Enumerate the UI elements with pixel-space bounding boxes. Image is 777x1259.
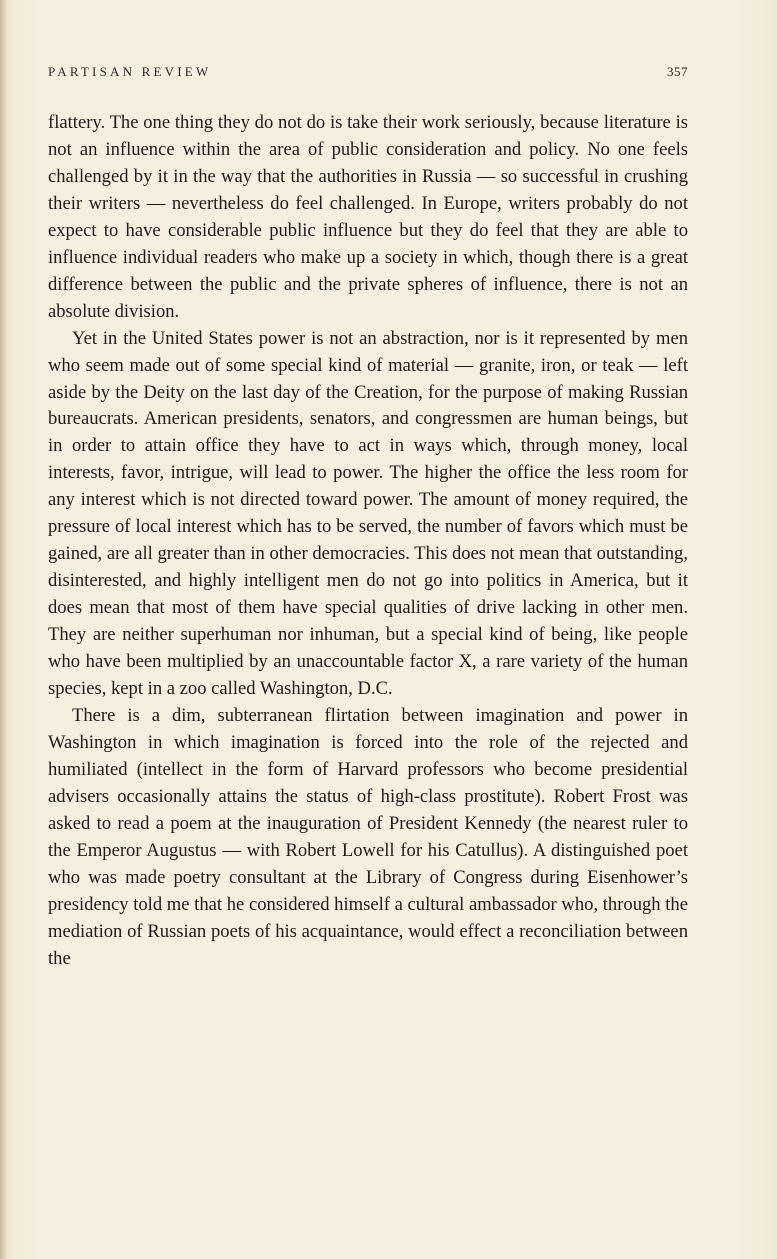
- page-spine-shadow: [0, 0, 6, 1259]
- page-number: 357: [667, 64, 688, 79]
- body-text: [48, 110, 688, 973]
- paragraph-1: flattery. The one thing they do not do is take their work seriously, because literature is not an influence within the area of public consideration and policy. No one feels challenged by it in the way that the authorities in Russia — so successful in crushing their writers — nevertheless do feel challenged. In Europe, writers probably do not expect to have considerable public influence but they do feel that they are able to influence individual readers who make up a society in which, though there is a great difference between the public and the private spheres of influence, there is not an absolute division.: [48, 112, 688, 322]
- running-title: PARTISAN REVIEW: [48, 64, 212, 79]
- running-head: [48, 64, 688, 84]
- paragraph-2: Yet in the United States power is not an abstraction, nor is it represented by men who seem made out of some special kind of material — granite, iron, or teak — left aside by the Deity on the last day of the Creation, for the purpose of making Russian bureaucrats. American presidents, senators, and congressmen are human beings, but in order to attain office they have to act in ways which, through money, local interests, favor, intrigue, will lead to power. The higher the office the less room for any interest which is not directed toward power. The amount of money required, the pressure of local interest which has to be served, the number of favors which must be gained, are all greater than in other democracies. This does not mean that outstanding, disinterested, and highly intelligent men do not go into politics in America, but it does mean that most of them have special qualities of drive lacking in other men. They are neither superhuman nor inhuman, but a special kind of being, like people who have been multiplied by an unaccountable factor X, a rare variety of the human species, kept in a zoo called Washington, D.C.: [48, 327, 688, 700]
- paragraph-3: There is a dim, subterranean flirtation between imagination and power in Washington in which imagination is forced into the role of the rejected and humiliated (intellect in the form of Harvard professors who become presidential advisers occasionally attains the status of high-class prostitute). Robert Frost was asked to read a poem at the inauguration of President Kennedy (the nearest ruler to the Emperor Augustus — with Robert Lowell for his Catullus). A distinguished poet who was made poetry consultant at the Library of Congress during Eisenhower’s presidency told me that he considered himself a cultural ambassador who, through the mediation of Russian poets of his acquaintance, would effect a reconciliation between the: [48, 704, 688, 969]
